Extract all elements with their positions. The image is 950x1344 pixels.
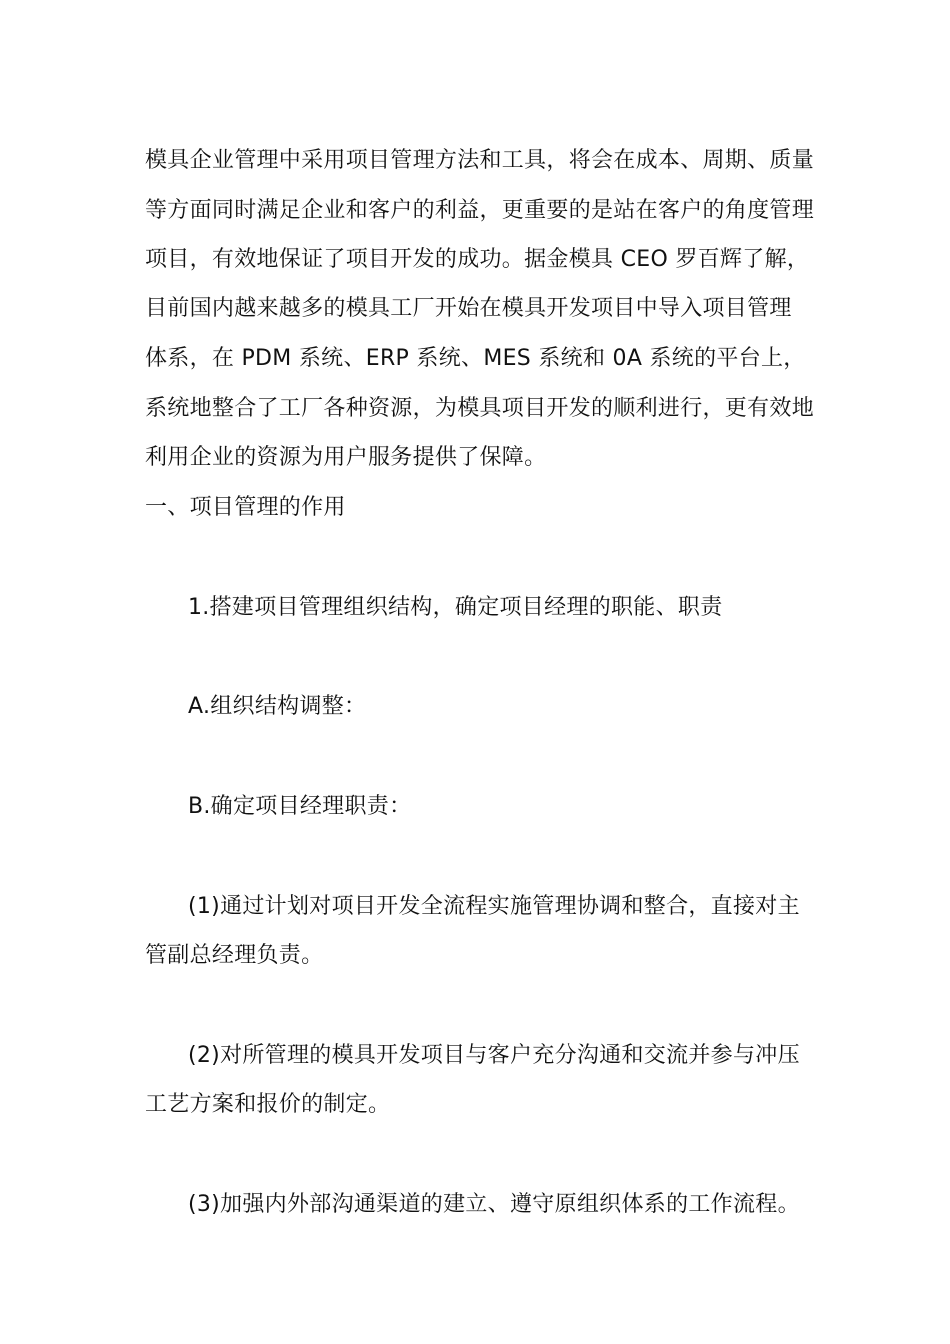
section-heading: 一、项目管理的作用	[145, 495, 346, 520]
duty-1-line-1: (1)通过计划对项目开发全流程实施管理协调和整合，直接对主	[188, 894, 800, 919]
item-a-org-adjustment: A.组织结构调整：	[188, 694, 367, 719]
intro-paragraph-line: 系统地整合了工厂各种资源，为模具项目开发的顺利进行，更有效地	[145, 396, 815, 421]
item-b-manager-duties: B.确定项目经理职责：	[188, 794, 412, 819]
intro-paragraph-line: 等方面同时满足企业和客户的利益，更重要的是站在客户的角度管理	[145, 198, 815, 223]
intro-paragraph-line: 模具企业管理中采用项目管理方法和工具，将会在成本、周期、质量	[145, 148, 815, 173]
intro-paragraph-line: 体系，在 PDM 系统、ERP 系统、MES 系统和 0A 系统的平台上，	[145, 346, 806, 371]
intro-paragraph-line: 项目，有效地保证了项目开发的成功。据金模具 CEO 罗百辉了解，	[145, 247, 810, 272]
intro-paragraph-line: 利用企业的资源为用户服务提供了保障。	[145, 445, 547, 470]
duty-2-line-1: (2)对所管理的模具开发项目与客户充分沟通和交流并参与冲压	[188, 1043, 800, 1068]
intro-paragraph-line: 目前国内越来越多的模具工厂开始在模具开发项目中导入项目管理	[145, 296, 792, 321]
subheading-org-structure: 1.搭建项目管理组织结构，确定项目经理的职能、职责	[188, 595, 723, 620]
duty-1-line-2: 管副总经理负责。	[145, 943, 324, 968]
duty-2-line-2: 工艺方案和报价的制定。	[145, 1092, 391, 1117]
duty-3-line-1: (3)加强内外部沟通渠道的建立、遵守原组织体系的工作流程。	[188, 1192, 800, 1217]
